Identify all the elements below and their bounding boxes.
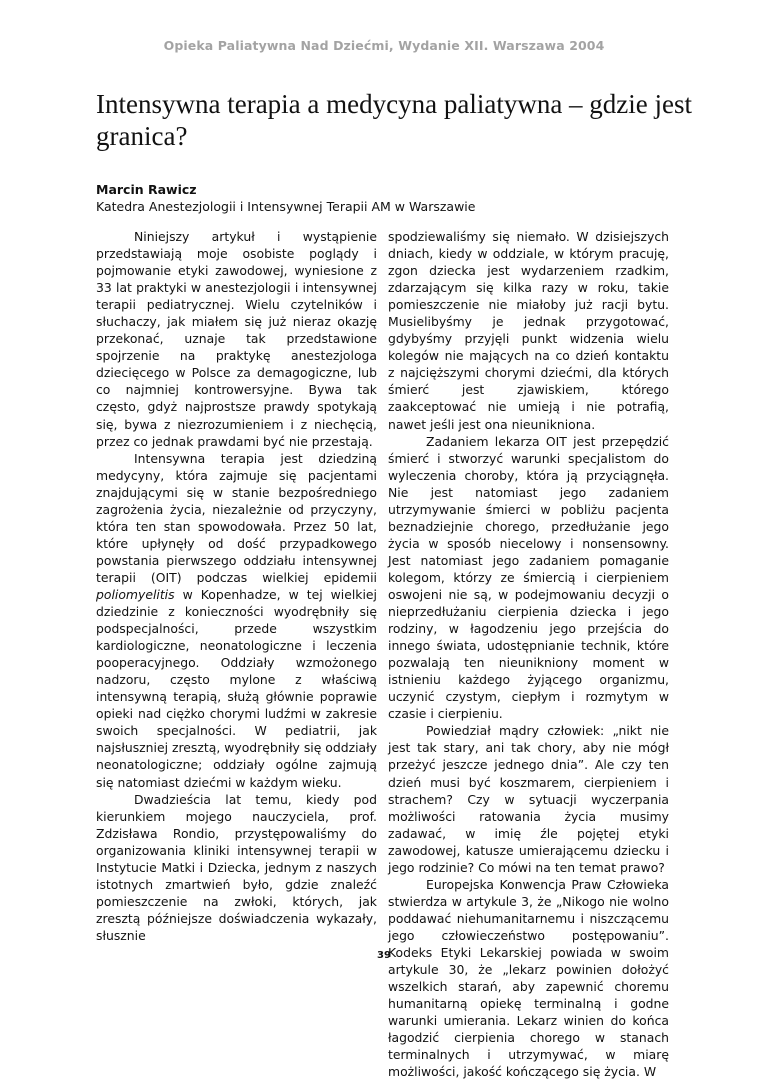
- paragraph-5: Powiedział mądry człowiek: „nikt nie jest tak stary, ani tak chory, aby nie mógł przeżyć jeszcze jednego dnia”. Ale czy ten dzień musi być koszmarem, cierpieniem i strachem? Czy w sytuacji wyczerpania możliwości ratowania życia musimy zadawać, w imię źle pojętej etyki zawodowej, katusze umierającemu dziecku i jego rodzinie? Co mówi na ten temat prawo?: [388, 723, 669, 875]
- paragraph-1: Niniejszy artykuł i wystąpienie przedstawiają moje osobiste poglądy i pojmowanie etyki zawodowej, wyniesione z 33 lat praktyki w anestezjologii i intensywnej terapii pediatrycznej. Wielu czytelników i słuchaczy, jak miałem się już nieraz okazję przekonać, uznaje tak przedstawione spojrzenie na praktykę anestezjologa dziecięcego w Polsce za demagogiczne, lub co najmniej kontrowersyjne. Bywa tak często, gdyż najprostsze prawdy spotykają się, bywa z niezrozumieniem i z niechęcią, przez co jednak prawdami być nie przestają.: [96, 229, 377, 449]
- left-column: [96, 228, 377, 944]
- paragraph-6: Europejska Konwencja Praw Człowieka stwierdza w artykule 3, że „Nikogo nie wolno poddawać niehumanitarnemu i niszczącemu jego człowieczeństwo postępowaniu”. Kodeks Etyki Lekarskiej powiada w swoim artykule 30, że „lekarz powinien dołożyć wszelkich starań, aby zapewnić choremu humanitarną opiekę terminalną i godne warunki umierania. Lekarz winien do końca łagodzić cierpienia chorego w stanach terminalnych i utrzymywać, w miarę możliwości, jakość kończącego się życia. W: [388, 876, 669, 1080]
- paragraph-2: [96, 450, 377, 791]
- paragraph-3-continued: spodziewaliśmy się niemało. W dzisiejszych dniach, kiedy w oddziale, w którym pracuję, zgon dziecka jest wydarzeniem rzadkim, zdarzającym się kilka razy w roku, takie pomieszczenie nie miałoby już racji bytu. Musielibyśmy je jednak przygotować, gdybyśmy przyjęli punkt widzenia wielu kolegów nie mających na co dzień kontaktu z najcięższymi chorymi dziećmi, dla których śmierć jest zjawiskiem, którego zaakceptować nie umieją i nie potrafią, nawet jeśli jest ona nieunikniona.: [388, 229, 669, 432]
- running-header: Opieka Paliatywna Nad Dziećmi, Wydanie XII. Warszawa 2004: [163, 38, 605, 53]
- author-name: Marcin Rawicz: [96, 182, 197, 197]
- paragraph-3: Dwadzieścia lat temu, kiedy pod kierunkiem mojego nauczyciela, prof. Zdzisława Rondio, przystępowaliśmy do organizowania kliniki intensywnej terapii w Instytucie Matki i Dziecka, jednym z naszych istotnych zmartwień było, gdzie znaleźć pomieszczenie na zwłoki, których, jak zresztą późniejsze doświadczenia wykazały, słusznie: [96, 791, 377, 943]
- article-title: Intensywna terapia a medycyna paliatywna – gdzie jest granica?: [96, 89, 693, 151]
- paragraph-4: Zadaniem lekarza OIT jest przepędzić śmierć i stworzyć warunki specjalistom do wyleczenia choroby, która ją przyciągnęła. Nie jest natomiast jego zadaniem utrzymywanie śmierci w pobliżu pacjenta beznadziejnie chorego, przedłużanie jego życia w sposób niecelowy i nonsensowny. Jest natomiast jego zadaniem pomaganie kolegom, którzy ze śmiercią i cierpieniem oswojeni nie są, w podejmowaniu decyzji o nieprzedłużaniu cierpienia dziecka i jego rodziny, w łagodzeniu jego przejścia do innego świata, udostępnianie technik, które pozwalają ten nieunikniony moment w istnieniu każdego żyjącego organizmu, uczynić czystym, ciepłym i rozmytym w czasie i cierpieniu.: [388, 433, 669, 722]
- author-affiliation: Katedra Anestezjologii i Intensywnej Terapii AM w Warszawie: [96, 199, 476, 214]
- paragraph-2-italic-term: poliomyelitis: [96, 586, 175, 602]
- paragraph-2-part-1: Intensywna terapia jest dziedziną medycyny, która zajmuje się pacjentami znajdującymi się w stanie bezpośredniego zagrożenia życia, niezależnie od przyczyny, która ten stan spowodowała. Przez 50 lat, które upłynęły od dość przypadkowego powstania pierwszego oddziału intensywnej terapii (OIT) podczas wielkiej epidemii: [96, 450, 377, 585]
- paragraph-2-part-2: w Kopenhadze, w tej wielkiej dziedzinie z konieczności wyodrębniły się podspecjalności, przede wszystkim kardiologiczne, neonatologiczne i leczenia pooperacyjnego. Oddziały wzmożonego nadzoru, często mylone z właściwą intensywną terapią, służą głównie poprawie opieki nad ciężko chorymi ludźmi w zakresie swoich specjalności. W pediatrii, jak najsłuszniej zresztą, wyodrębniły się oddziały neonatologiczne; oddziały ogólne zajmują się natomiast dziećmi w każdym wieku.: [96, 586, 377, 790]
- page-number: 39: [377, 950, 391, 961]
